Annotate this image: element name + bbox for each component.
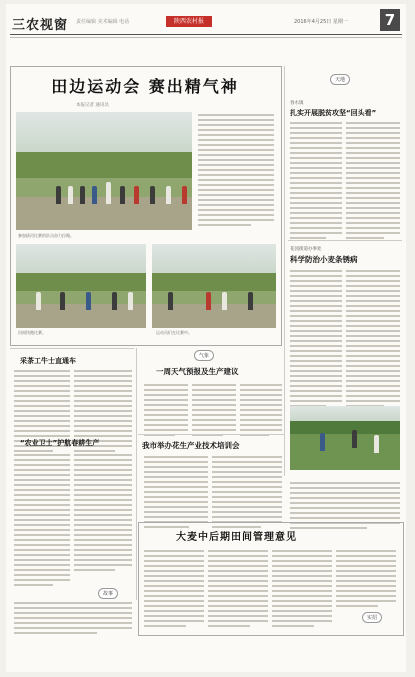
right-top-body-a bbox=[290, 122, 342, 242]
right-top-kicker: 春水镇 bbox=[290, 101, 304, 106]
paper-name-logo: 陕西农村报 bbox=[166, 16, 212, 27]
section-tag-story: 故事 bbox=[98, 588, 118, 599]
issue-date: 2016年4月25日 星期一 bbox=[294, 19, 348, 25]
weather-headline: 一周天气预报及生产建议 bbox=[156, 367, 239, 376]
left-body-2b bbox=[74, 454, 132, 574]
lead-photo-competition bbox=[152, 244, 276, 328]
weather-body-c bbox=[240, 384, 282, 439]
lead-photo-caption: 参加拔河比赛的队员奋力拉绳。 bbox=[18, 233, 74, 238]
training-body-a bbox=[144, 456, 208, 531]
lead-byline: 本报记者 通讯员 bbox=[76, 103, 109, 108]
right-top-headline: 扎实开展脱贫攻坚“回头看” bbox=[290, 109, 377, 117]
section-tag-tips: 实招 bbox=[362, 612, 382, 623]
training-body-b bbox=[212, 456, 282, 531]
masthead-subtitle: 责任编辑 美术编辑 电话 bbox=[76, 19, 130, 25]
barley-body-d bbox=[336, 550, 396, 610]
right-mid-headline: 科学防治小麦条锈病 bbox=[290, 255, 358, 264]
section-tag-tiandi: 天地 bbox=[330, 74, 350, 85]
right-mid-kicker: 花园街道办事处 bbox=[290, 247, 322, 252]
section-tag-weather: 气象 bbox=[194, 350, 214, 361]
column-rule-left bbox=[136, 348, 137, 600]
right-photo-wheat-field bbox=[290, 406, 400, 470]
lead-photo-tug-of-war bbox=[16, 112, 192, 230]
left-col-top-rule bbox=[10, 348, 134, 349]
barley-headline: 大麦中后期田间管理意见 bbox=[176, 532, 297, 543]
barley-body-b bbox=[208, 550, 268, 630]
lead-photo-caption-2: 田间快跑比赛。 bbox=[18, 330, 46, 335]
masthead bbox=[6, 4, 406, 62]
barley-body-a bbox=[144, 550, 204, 630]
left-body-2a bbox=[14, 454, 70, 589]
section-title: 三农视窗 bbox=[12, 18, 69, 33]
right-mid-body-a bbox=[290, 270, 342, 410]
masthead-rule-secondary bbox=[10, 37, 402, 38]
right-mid-body-b bbox=[346, 270, 400, 410]
lead-photo-caption-3: 运动员们在比赛中。 bbox=[156, 330, 192, 335]
left-headline-2: “农业卫士”护航春耕生产 bbox=[20, 439, 100, 447]
masthead-rule bbox=[10, 34, 402, 35]
lead-headline: 田边运动会 赛出精气神 bbox=[51, 77, 239, 96]
weather-body-a bbox=[144, 384, 188, 439]
weather-body-b bbox=[192, 384, 236, 439]
column-rule-right bbox=[284, 66, 285, 476]
right-top-body-b bbox=[346, 122, 400, 242]
barley-body-c bbox=[272, 550, 332, 630]
newspaper-page bbox=[6, 4, 406, 672]
page-number: 7 bbox=[380, 9, 400, 31]
training-rule bbox=[138, 434, 284, 435]
right-divider bbox=[288, 240, 402, 241]
left-bottom-body bbox=[14, 602, 132, 637]
lead-photo-running bbox=[16, 244, 146, 328]
lead-body-text bbox=[198, 114, 274, 229]
training-headline: 我市举办花生产业技术培训会 bbox=[142, 441, 240, 450]
left-headline-1: 采茶工牛士直通车 bbox=[20, 357, 76, 365]
